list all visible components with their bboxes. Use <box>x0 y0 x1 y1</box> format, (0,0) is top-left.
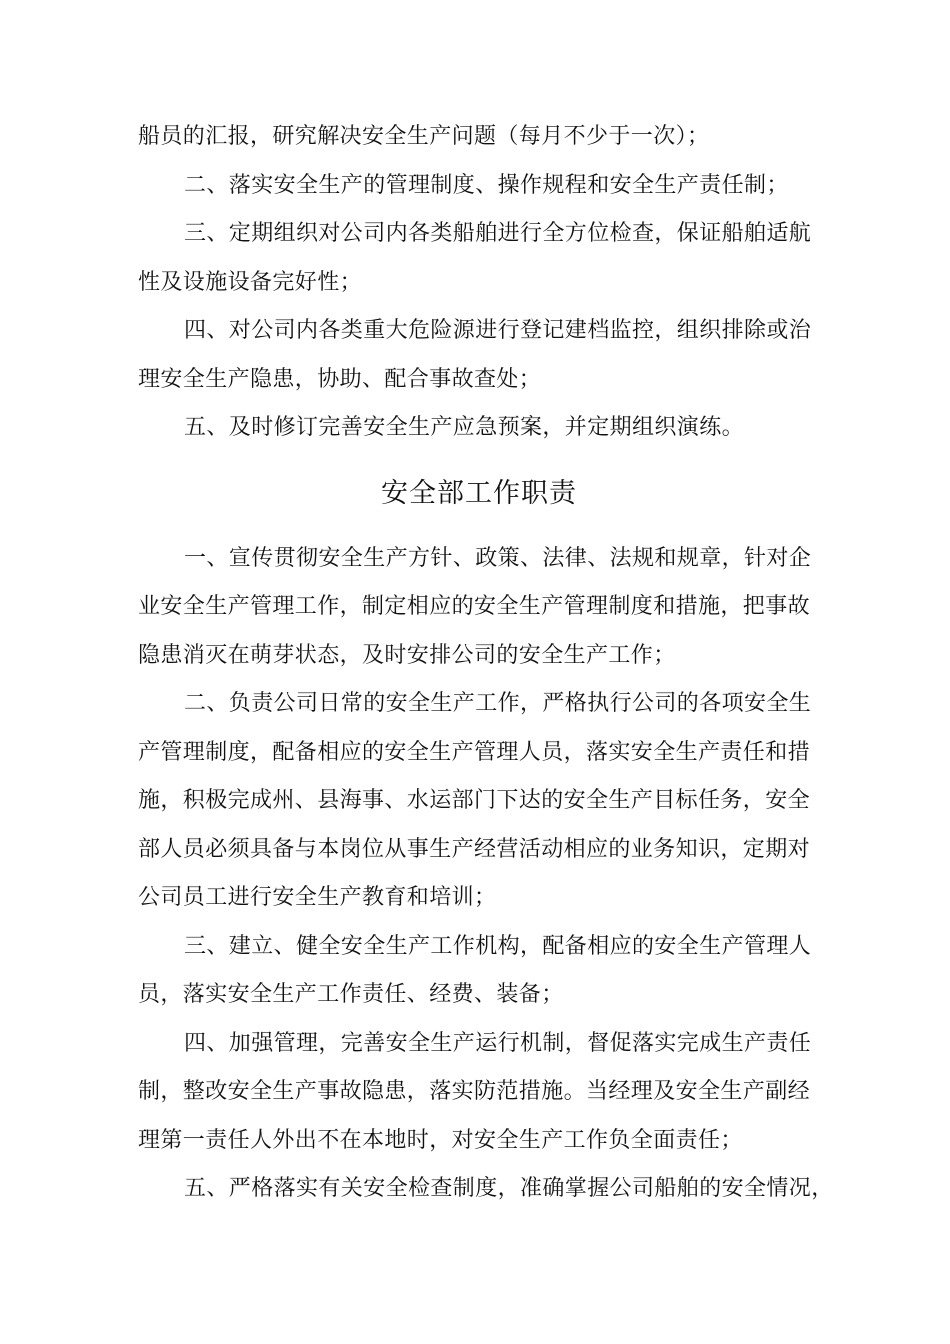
text-line: 理第一责任人外出不在本地时，对安全生产工作负全面责任； <box>138 1127 743 1153</box>
text-line: 船员的汇报，研究解决安全生产问题（每月不少于一次）； <box>138 124 710 149</box>
text-line: 公司员工进行安全生产教育和培训； <box>138 885 497 910</box>
document-body <box>138 113 834 1214</box>
text-line: 部人员必须具备与本岗位从事生产经营活动相应的业务知识，定期对 <box>138 836 811 862</box>
text-line: 隐患消灭在萌芽状态，及时安排公司的安全生产工作； <box>138 642 676 668</box>
text-line: 理安全生产隐患，协助、配合事故查处； <box>138 366 542 392</box>
text-line: 三、定期组织对公司内各类船舶进行全方位检查，保证船舶适航 <box>184 221 812 246</box>
text-line: 制，整改安全生产事故隐患，落实防范措施。当经理及安全生产副经 <box>138 1079 811 1104</box>
text-line: 四、对公司内各类重大危险源进行登记建档监控，组织排除或治 <box>184 318 812 343</box>
text-line: 二、落实安全生产的管理制度、操作规程和安全生产责任制； <box>184 172 789 198</box>
text-line: 四、加强管理，完善安全生产运行机制，督促落实完成生产责任 <box>184 1030 812 1056</box>
text-line: 二、负责公司日常的安全生产工作，严格执行公司的各项安全生 <box>184 691 812 716</box>
text-line: 员，落实安全生产工作责任、经费、装备； <box>138 982 564 1007</box>
text-line: 产管理制度，配备相应的安全生产管理人员，落实安全生产责任和措 <box>138 739 811 765</box>
text-line: 五、严格落实有关安全检查制度，准确掌握公司船舶的安全情况， <box>184 1176 834 1201</box>
top-section <box>138 113 820 453</box>
text-line: 性及设施设备完好性； <box>138 269 363 295</box>
text-line: 五、及时修订完善安全生产应急预案，并定期组织演练。 <box>184 415 745 440</box>
text-line: 三、建立、健全安全生产工作机构，配备相应的安全生产管理人 <box>184 933 812 959</box>
section-title: 安全部工作职责 <box>381 477 577 509</box>
duties-section <box>138 535 834 1214</box>
text-line: 业安全生产管理工作，制定相应的安全生产管理制度和措施，把事故 <box>138 594 811 619</box>
text-line: 一、宣传贯彻安全生产方针、政策、法律、法规和规章，针对企 <box>184 545 812 571</box>
text-line: 施，积极完成州、县海事、水运部门下达的安全生产目标任务，安全 <box>138 788 811 813</box>
